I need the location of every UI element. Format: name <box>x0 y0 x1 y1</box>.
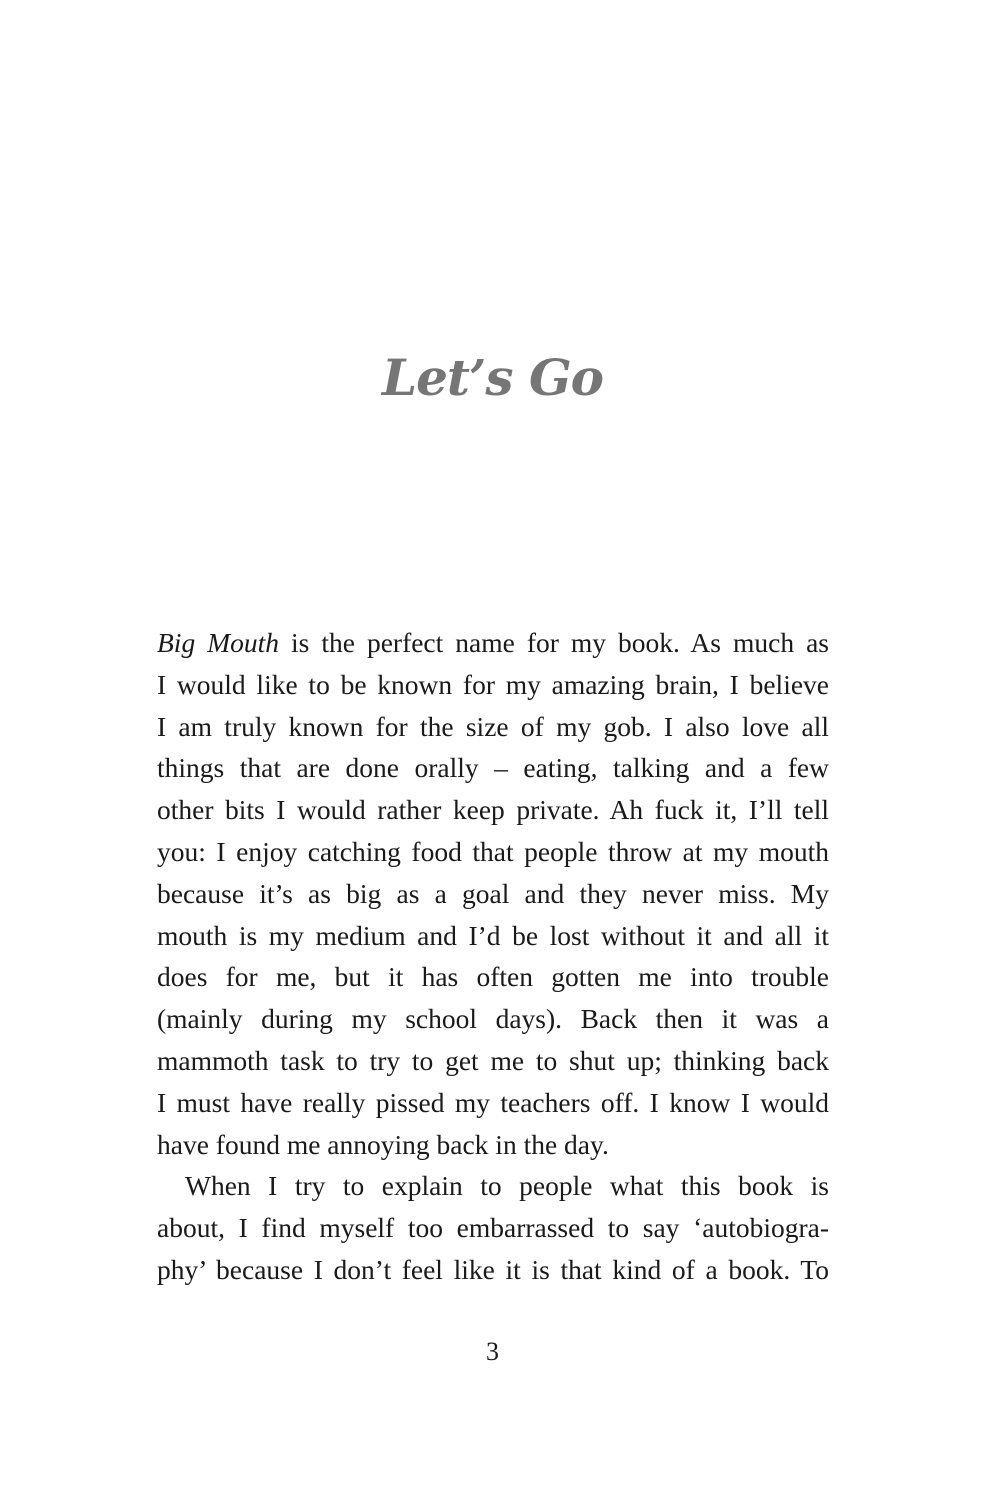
body-text <box>157 622 829 1291</box>
text-line: I would like to be known for my amazing brain, I believe <box>157 668 829 700</box>
book-title-italic: Big Mouth <box>157 627 279 658</box>
text-line: you: I enjoy catching food that people throw at my mouth <box>157 835 829 867</box>
page-number: 3 <box>486 1337 499 1366</box>
text-line: have found me annoying back in the day. <box>157 1128 609 1160</box>
paragraph-2 <box>157 1165 829 1290</box>
text-line: about, I find myself too embarrassed to say ‘autobiogra- <box>157 1212 829 1244</box>
text-line <box>157 622 829 664</box>
text-line: When I try to explain to people what this book is <box>185 1170 829 1202</box>
text-line-rest: is the perfect name for my book. As much as <box>279 627 829 658</box>
text-line: because it’s as big as a goal and they never miss. My <box>157 877 829 909</box>
text-line: other bits I would rather keep private. Ah fuck it, I’ll tell <box>157 794 829 826</box>
text-line: phy’ because I don’t feel like it is that kind of a book. To <box>157 1253 829 1285</box>
paragraph-1 <box>157 622 829 1165</box>
text-line: (mainly during my school days). Back then it was a <box>157 1003 829 1035</box>
text-line: I must have really pissed my teachers off. I know I would <box>157 1086 829 1118</box>
text-line: mouth is my medium and I’d be lost without it and all it <box>157 919 829 951</box>
text-line: I am truly known for the size of my gob. I also love all <box>157 710 829 742</box>
text-line: things that are done orally – eating, talking and a few <box>157 752 829 784</box>
text-line: does for me, but it has often gotten me into trouble <box>157 961 829 993</box>
text-line: mammoth task to try to get me to shut up; thinking back <box>157 1044 829 1076</box>
chapter-title: Let’s Go <box>381 348 604 407</box>
